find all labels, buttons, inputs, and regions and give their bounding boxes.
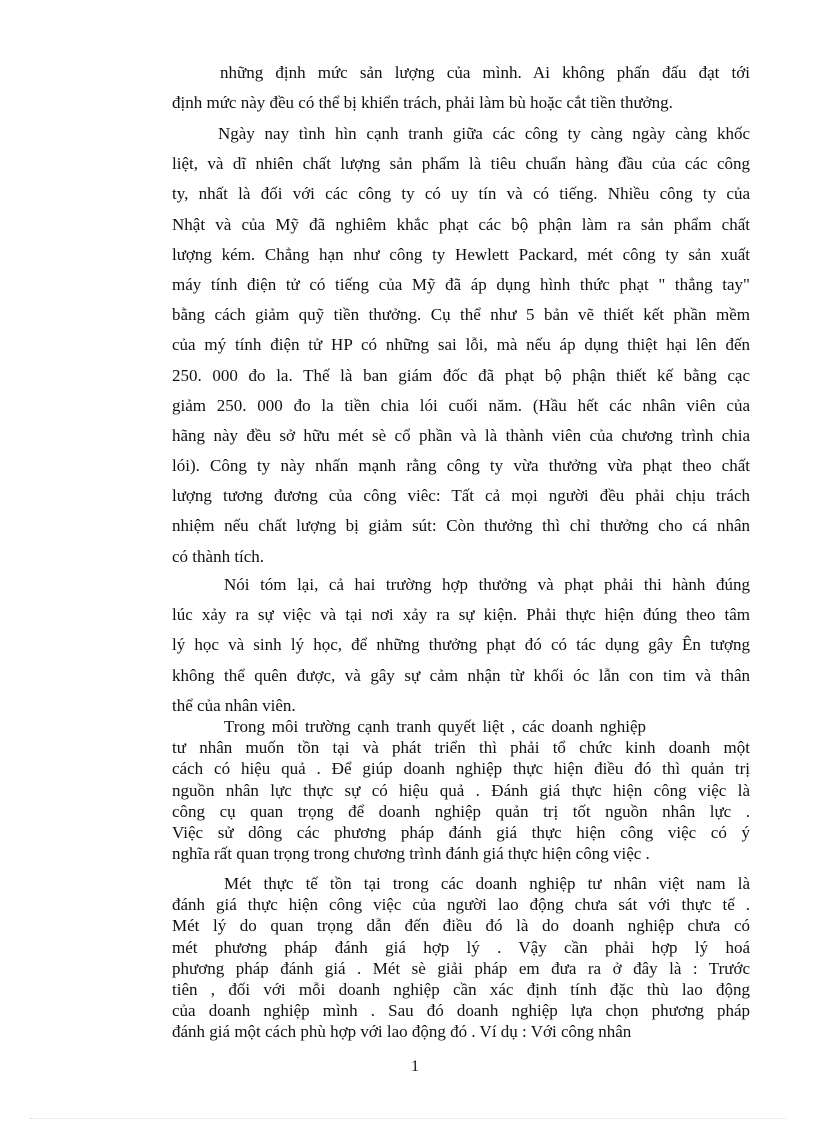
paragraph-line: cách có hiệu quả . Để giúp doanh nghiệp thực hiện điều đó thì quản trị bbox=[172, 759, 750, 779]
paragraph-line: có thành tích. bbox=[172, 546, 265, 566]
paragraph-2 bbox=[172, 119, 750, 572]
paragraph-line: Trong môi trường cạnh tranh quyết liệt , các doanh nghiệp bbox=[224, 717, 646, 736]
paragraph-line: định mức này đều có thể bị khiển trách, phải làm bù hoặc cắt tiền thưởng. bbox=[172, 93, 673, 113]
paragraph-line: đánh giá một cách phù hợp với lao động đó . Ví dụ : Với công nhân bbox=[172, 1022, 632, 1042]
paragraph-line: ty, nhất là đối với các công ty có uy tín và có tiếng. Nhiều công ty của bbox=[172, 184, 750, 204]
paragraph-5 bbox=[172, 873, 750, 1043]
paragraph-line: Nói tóm lại, cả hai trường hợp thưởng và phạt phải thi hành đúng bbox=[224, 575, 750, 594]
paragraph-line: Nhật và của Mỹ đã nghiêm khắc phạt các bộ phận làm ra sản phẩm chất bbox=[172, 214, 750, 234]
paragraph-line: mét phương pháp đánh giá hợp lý . Vậy cần phải hợp lý hoá bbox=[172, 937, 750, 957]
paragraph-line: không thể quên được, và gây sự cảm nhận từ khối óc lẫn con tim và thân bbox=[172, 665, 750, 685]
page-bottom-divider bbox=[30, 1118, 786, 1119]
page-number: 1 bbox=[411, 1058, 419, 1075]
paragraph-line: lúc xảy ra sự việc và tại nơi xảy ra sự kiện. Phải thực hiện đúng theo tâm bbox=[172, 605, 750, 625]
paragraph-line: phương pháp đánh giá . Mét sè giải pháp em đưa ra ở đây là : Trước bbox=[172, 958, 750, 978]
paragraph-line: nhiệm nếu chất lượng bị giảm sút: Còn thưởng thì chỉ thưởng cho cá nhân bbox=[172, 516, 750, 536]
paragraph-line: tư nhân muốn tồn tại và phát triển thì phải tổ chức kinh doanh một bbox=[172, 738, 750, 758]
paragraph-line: máy tính điện tử có tiếng của Mỹ đã áp dụng hình thức phạt " thẳng tay" bbox=[172, 274, 750, 294]
paragraph-line: giảm 250. 000 đo la tiền chia lói cuối năm. (Hầu hết các nhân viên của bbox=[172, 395, 750, 415]
paragraph-line: lý học và sinh lý học, để những thưởng phạt đó có tác dụng gây Ên tượng bbox=[172, 635, 750, 655]
paragraph-line: bằng cách giảm quỹ tiền thưởng. Cụ thể như 5 bản vẽ thiết kết phần mềm bbox=[172, 305, 750, 325]
paragraph-line: Mét lý do quan trọng dẫn đến điều đó là do doanh nghiệp chưa có bbox=[172, 916, 750, 936]
paragraph-line: của mý tính điện tử HP có những sai lỗi, mà nếu áp dụng thiệt hại lên đến bbox=[172, 335, 750, 355]
paragraph-line: những định mức sản lượng của mình. Ai không phấn đấu đạt tới bbox=[220, 63, 750, 82]
paragraph-line: Việc sử dông các phương pháp đánh giá thực hiện công việc có ý bbox=[172, 822, 750, 842]
paragraph-line: lượng kém. Chẳng hạn như công ty Hewlett Packard, mét công ty sản xuất bbox=[172, 244, 750, 264]
paragraph-line: Ngày nay tình hìn cạnh tranh giữa các công ty càng ngày càng khốc bbox=[218, 124, 750, 143]
paragraph-1 bbox=[172, 58, 750, 118]
paragraph-3 bbox=[172, 570, 750, 721]
paragraph-line: nghĩa rất quan trọng trong chương trình đánh giá thực hiện công việc . bbox=[172, 844, 650, 864]
paragraph-line: 250. 000 đo la. Thế là ban giám đốc đã phạt bộ phận thiết kế bằng cạc bbox=[172, 365, 750, 385]
paragraph-line: tiên , đối với mỗi doanh nghiệp cần xác định tính đặc thù lao động bbox=[172, 979, 750, 999]
paragraph-line: đánh giá thực hiện công việc của người lao động chưa sát với thực tế . bbox=[172, 895, 750, 915]
paragraph-line: lượng tương đương của công viêc: Tất cả mọi người đều phải chịu trách bbox=[172, 486, 750, 506]
paragraph-line: của doanh nghiệp mình . Sau đó doanh nghiệp lựa chọn phương pháp bbox=[172, 1001, 750, 1021]
paragraph-4 bbox=[172, 716, 750, 864]
paragraph-line: Mét thực tế tồn tại trong các doanh nghiệp tư nhân việt nam là bbox=[224, 874, 750, 893]
paragraph-line: thể của nhân viên. bbox=[172, 695, 296, 715]
paragraph-line: nguồn nhân lực thực sự có hiệu quả . Đánh giá thực hiện công việc là bbox=[172, 780, 750, 800]
paragraph-line: lói). Công ty này nhấn mạnh rằng công ty vừa thưởng vừa phạt theo chất bbox=[172, 456, 750, 476]
paragraph-line: công cụ quan trọng để doanh nghiệp quản trị tốt nguồn nhân lực . bbox=[172, 801, 750, 821]
paragraph-line: hãng này đều sở hữu mét sè cổ phần và là thành viên của chương trình chia bbox=[172, 425, 750, 445]
paragraph-line: liệt, và dĩ nhiên chất lượng sản phẩm là tiêu chuẩn hàng đầu của các công bbox=[172, 154, 750, 174]
